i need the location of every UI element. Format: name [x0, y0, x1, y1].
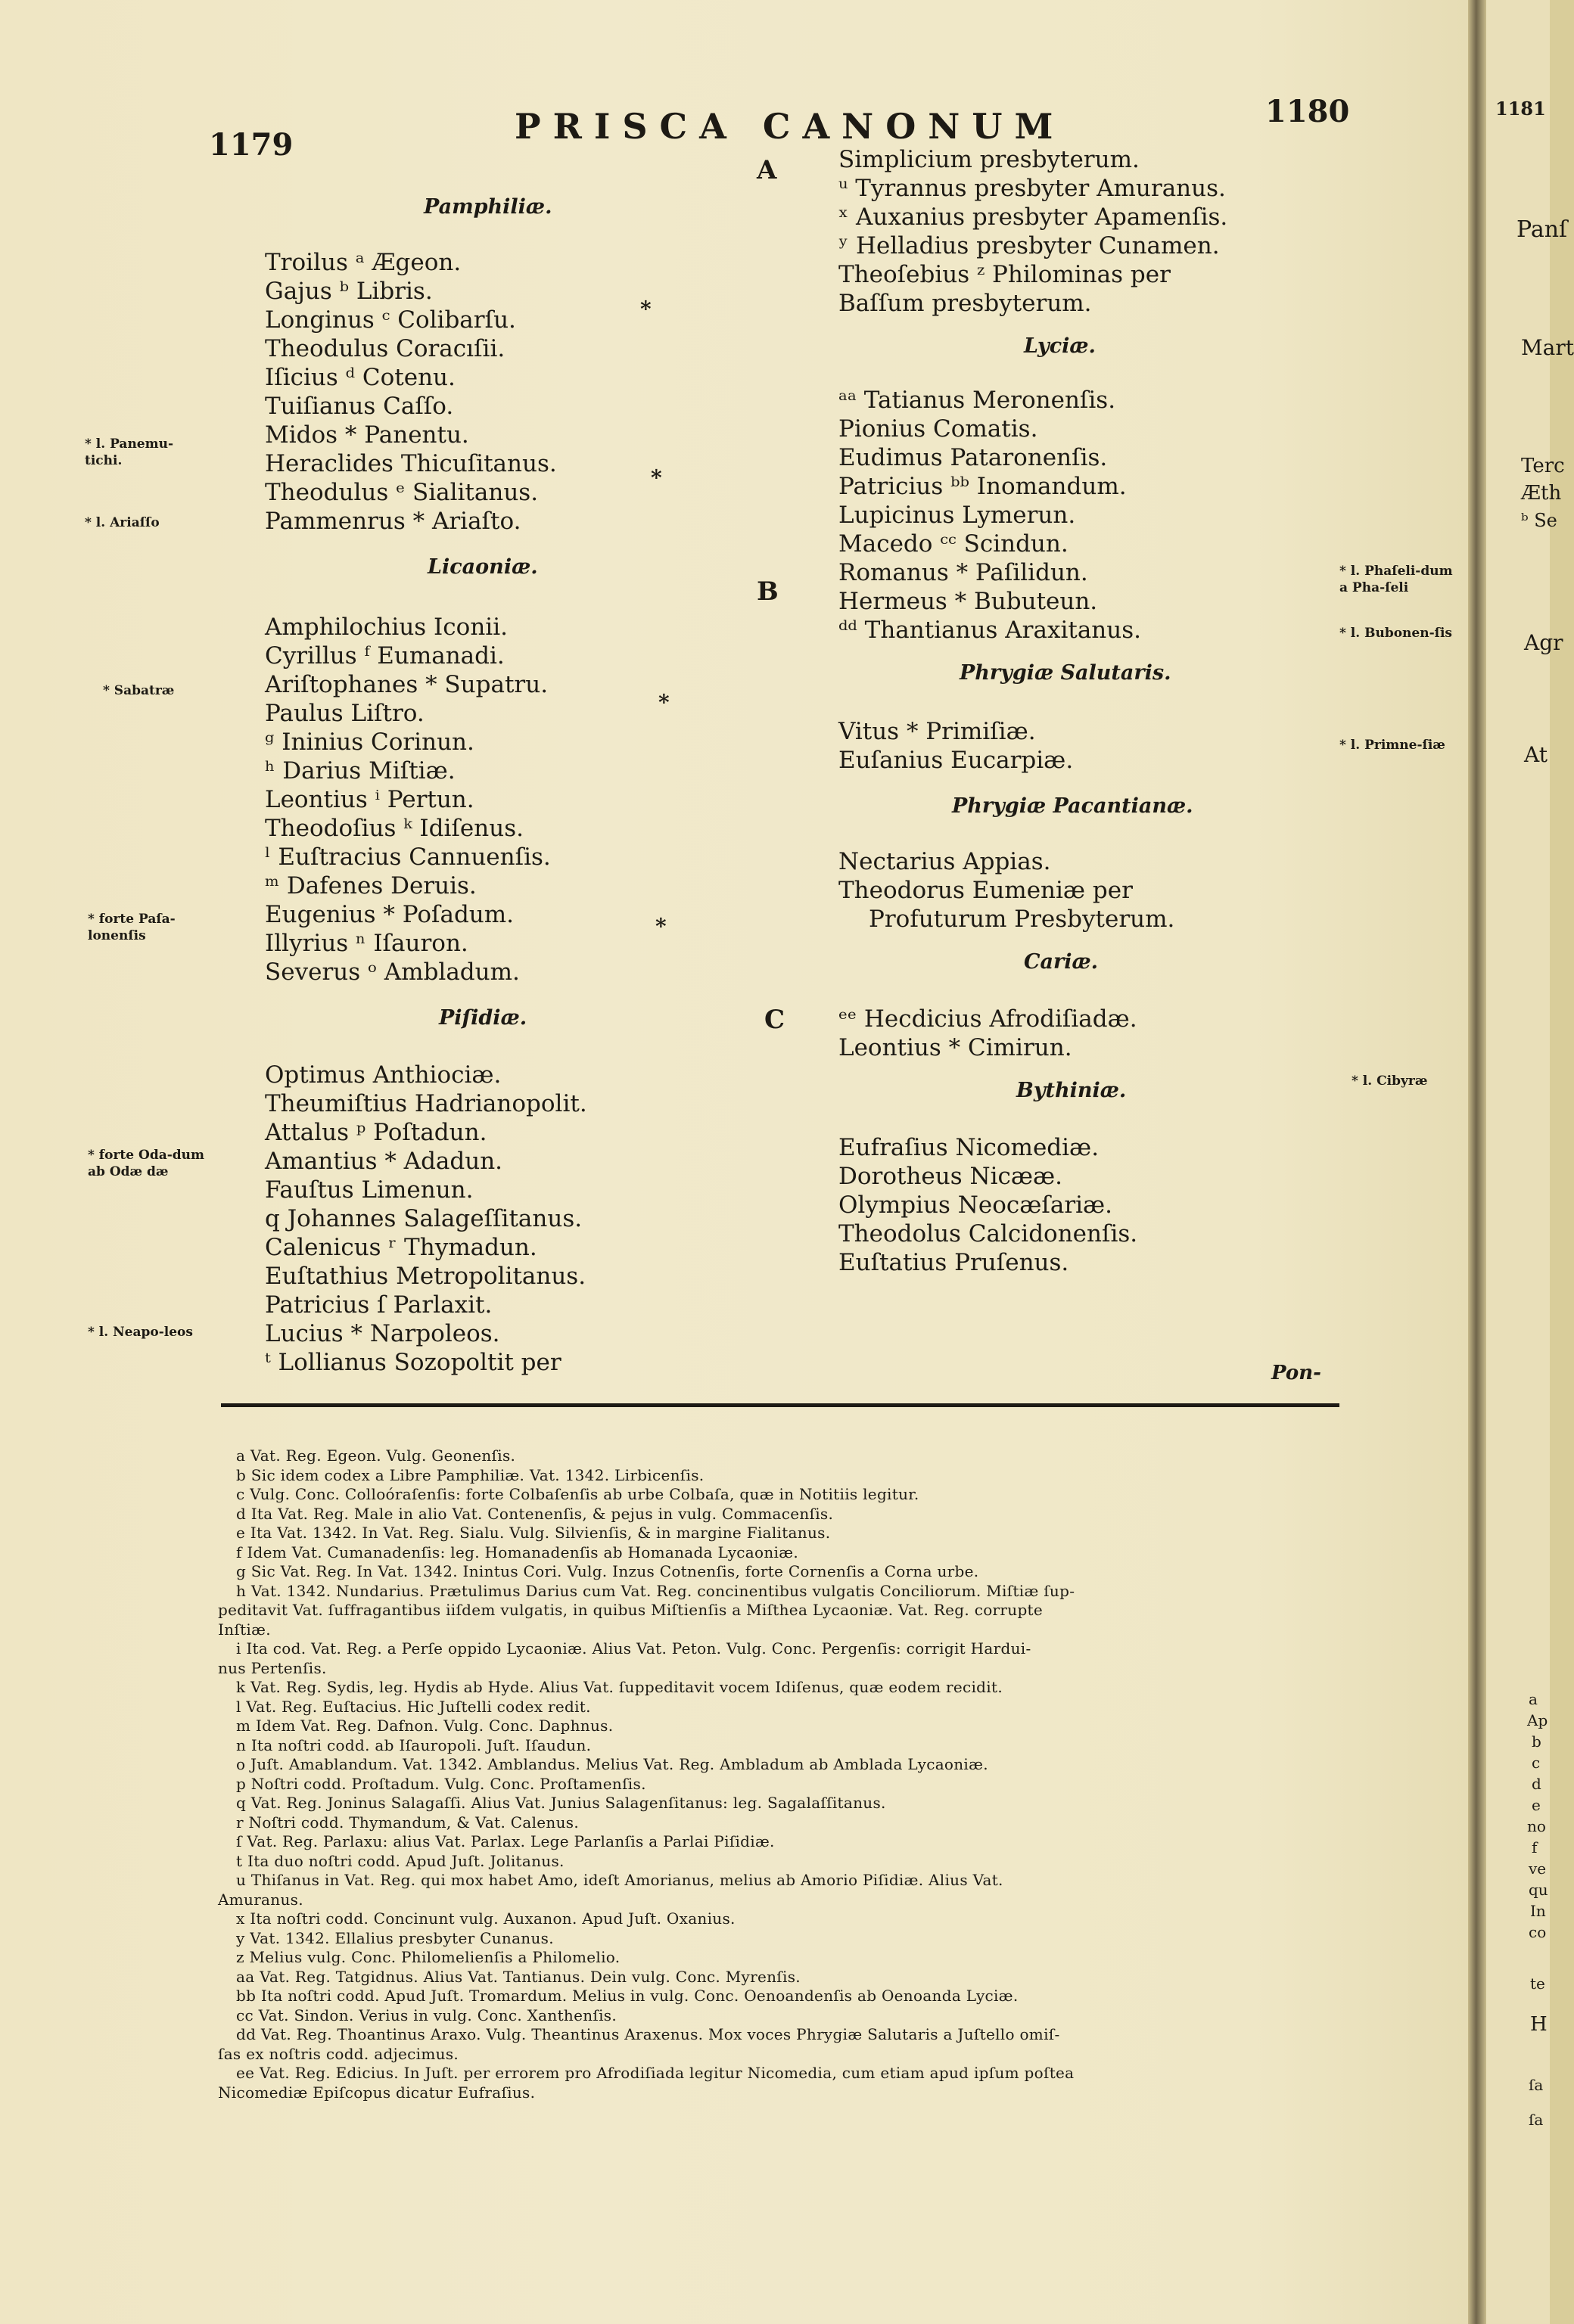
margin-note: * l. Neapo-leos	[88, 1325, 193, 1340]
bishop-entry: Theodulus Coracıſii.	[265, 335, 505, 362]
bishop-entry: Theodulus ᵉ Sialitanus.	[265, 479, 539, 506]
bishop-entry: Theodoſius ᵏ Idiſenus.	[265, 815, 524, 842]
section-heading: Piſidiæ.	[439, 1006, 527, 1030]
next-page-fragment: a	[1529, 1690, 1538, 1708]
footnote: i Ita cod. Vat. Reg. a Perſe oppido Lycaoniæ. Alius Vat. Peton. Vulg. Conc. Pergenſis: corrigit Hardui-	[236, 1639, 1031, 1658]
next-page-fragment: e	[1532, 1796, 1541, 1814]
footnote: z Melius vulg. Conc. Philomelienſis a Philomelio.	[236, 1948, 621, 1966]
bishop-entry: Hermeus * Bubuteun.	[838, 588, 1098, 615]
footnote: c Vulg. Conc. Colloóraſenſis: forte Colbaſenſis ab urbe Colbaſa, quæ in Notitiis legitur.	[236, 1485, 919, 1503]
footnote: aa Vat. Reg. Tatgidnus. Alius Vat. Tantianus. Dein vulg. Conc. Myrenſis.	[236, 1967, 801, 1986]
footnote: x Ita noſtri codd. Concinunt vulg. Auxanon. Apud Juſt. Oxanius.	[236, 1909, 736, 1928]
next-page-fragment: ſa	[1529, 2111, 1544, 2129]
footnote: Amuranus.	[218, 1890, 303, 1909]
bishop-entry: Profuturum Presbyterum.	[869, 906, 1175, 933]
bishop-entry: Lucius * Narpoleos.	[265, 1320, 500, 1347]
entry-list	[265, 613, 658, 986]
asterisk-marker: *	[655, 914, 667, 939]
footnote: u Thiſanus in Vat. Reg. qui mox habet Amo, ideſt Amorianus, melius ab Amorio Piſidiæ. Alius Vat.	[236, 1871, 1003, 1889]
next-page-fragment: qu	[1529, 1881, 1548, 1899]
bishop-entry: Nectarius Appias.	[838, 848, 1051, 875]
next-page-fragment: ᵇ Se	[1521, 510, 1557, 531]
entry-list	[838, 1133, 1277, 1277]
bishop-entry: Tuiſianus Caſſo.	[265, 393, 454, 420]
next-page-fragment: ve	[1529, 1860, 1547, 1878]
margin-note: * forte Paſa-lonenſis	[88, 912, 176, 943]
section-heading: Pamphiliæ.	[424, 195, 552, 219]
bishop-entry: ᵍ Ininius Corinun.	[265, 729, 474, 756]
section-letter-a: A	[757, 155, 777, 185]
bishop-entry: Theodolus Calcidonenſis.	[838, 1220, 1138, 1247]
bishop-entry: Romanus * Paſilidun.	[838, 559, 1088, 586]
bishop-entry: Euſtathius Metropolitanus.	[265, 1263, 586, 1290]
bishop-entry: Pionius Comatis.	[838, 415, 1038, 443]
footnote: dd Vat. Reg. Thoantinus Araxo. Vulg. Theantinus Araxenus. Mox voces Phrygiæ Salutaris a Juſtello omiſ-	[236, 2025, 1060, 2043]
footnotes	[218, 1446, 1348, 2102]
footnote: o Juſt. Amablandum. Vat. 1342. Amblandus. Melius Vat. Reg. Ambladum ab Amblada Lycaoniæ.	[236, 1755, 988, 1773]
next-page-fragment: b	[1532, 1732, 1541, 1751]
next-page-fragment: H	[1530, 2013, 1548, 2036]
footnote: d Ita Vat. Reg. Male in alio Vat. Contenenſis, & pejus in vulg. Commacenſis.	[236, 1504, 834, 1523]
margin-note: * l. Ariaſſo	[85, 515, 160, 530]
asterisk-marker: *	[640, 297, 652, 322]
footnote-divider	[221, 1403, 1339, 1407]
bishop-entry: Vitus * Primiſiæ.	[838, 718, 1036, 745]
bishop-entry: Patricius ᵇᵇ Inomandum.	[838, 473, 1127, 500]
next-page-fragment: Agr	[1524, 630, 1563, 655]
next-page-fragment: te	[1530, 1974, 1545, 1993]
section-heading: Licaoniæ.	[428, 555, 538, 579]
section-heading: Phrygiæ Pacantianæ.	[952, 794, 1193, 818]
bishop-entry: Theumiſtius Hadrianopolit.	[265, 1090, 587, 1117]
footnote: y Vat. 1342. Ellalius presbyter Cunanus.	[236, 1928, 554, 1947]
bishop-entry: Longinus ᶜ Colibarſu.	[265, 306, 516, 334]
bishop-entry: Leontius ⁱ Pertun.	[265, 786, 474, 813]
next-page-fragment: Æth	[1521, 482, 1562, 505]
asterisk-marker: *	[658, 690, 670, 715]
footnote: cc Vat. Sindon. Verius in vulg. Conc. Xanthenſis.	[236, 2006, 617, 2024]
footnote: g Sic Vat. Reg. In Vat. 1342. Inintus Cori. Vulg. Inzus Cotnenſis, forte Cornenſis a Corna urbe.	[236, 1562, 979, 1580]
bishop-entry: ᵗ Lollianus Sozopoltit per	[265, 1349, 561, 1376]
bishop-entry: ʰ Darius Miſtiæ.	[265, 757, 456, 785]
right-text-column	[838, 145, 1277, 1277]
footnote: peditavit Vat. ſuffragantibus iiſdem vulgatis, in quibus Miſtienſis a Miſthea Lycaoniæ. Vat. Reg. corrupte	[218, 1601, 1044, 1619]
entry-list	[838, 1005, 1277, 1062]
bishop-entry: ᵘ Tyrannus presbyter Amuranus.	[838, 175, 1226, 202]
entry-list	[265, 1061, 658, 1377]
next-page-fragment: At	[1524, 742, 1548, 767]
section-heading: Cariæ.	[1024, 950, 1099, 974]
footnote: ſ Vat. Reg. Parlaxu: alius Vat. Parlax. Lege Parlanſis a Parlai Piſidiæ.	[236, 1832, 775, 1850]
section-heading: Bythiniæ.	[1016, 1079, 1127, 1102]
footnote: a Vat. Reg. Egeon. Vulg. Geonenſis.	[236, 1446, 516, 1465]
bishop-entry: Optimus Anthiociæ.	[265, 1061, 502, 1089]
next-page-fragment: c	[1532, 1754, 1541, 1772]
next-page-fragment: Panſ	[1516, 216, 1568, 243]
bishop-entry: Theoſebius ᶻ Philominas per	[838, 261, 1171, 288]
footnote: r Noſtri codd. Thymandum, & Vat. Calenus.	[236, 1813, 580, 1832]
next-page-fragment: d	[1532, 1775, 1541, 1793]
footnote: q Vat. Reg. Joninus Salagaſſi. Alius Vat. Junius Salagenſitanus: leg. Sagalaſſitanus.	[236, 1794, 886, 1812]
footnote: f Idem Vat. Cumanadenſis: leg. Homanadenſis ab Homanada Lycaoniæ.	[236, 1543, 798, 1561]
bishop-entry: Eugenius * Poſadum.	[265, 901, 515, 928]
bishop-entry: Eudimus Pataronenſis.	[838, 444, 1108, 471]
catchword: Pon-	[1271, 1362, 1321, 1384]
next-page-fragment: co	[1529, 1923, 1547, 1941]
bishop-entry: ˡ Euſtracius Cannuenſis.	[265, 844, 551, 871]
book-gutter	[1468, 0, 1486, 2324]
bishop-entry: Euſanius Eucarpiæ.	[838, 747, 1074, 774]
next-page-fragment: no	[1527, 1817, 1546, 1835]
bishop-entry: Severus ᵒ Ambladum.	[265, 958, 520, 986]
footnote: b Sic idem codex a Libre Pamphiliæ. Vat. 1342. Lirbicenſis.	[236, 1465, 705, 1484]
bishop-entry: ᵃᵃ Tatianus Meronenſis.	[838, 387, 1116, 414]
bishop-entry: Calenicus ʳ Thymadun.	[265, 1234, 537, 1261]
bishop-entry: Amphilochius Iconii.	[265, 614, 508, 641]
bishop-entry: Euſtatius Pruſenus.	[838, 1249, 1069, 1276]
bishop-entry: ᵈᵈ Thantianus Araxitanus.	[838, 617, 1142, 644]
entry-list	[838, 386, 1277, 645]
bishop-entry: Midos * Panentu.	[265, 421, 469, 449]
bishop-entry: Lupicinus Lymerun.	[838, 502, 1076, 529]
page-number-right: 1180	[1265, 94, 1350, 129]
footnote: Nicomediæ Epiſcopus dicatur Eufraſius.	[218, 2083, 536, 2102]
next-page-fragment: Mart	[1521, 335, 1574, 360]
margin-note: * l. Phaſeli-dum a Pha-ſeli	[1339, 564, 1453, 595]
margin-note: * l. Cibyræ	[1352, 1073, 1428, 1089]
bishop-entry: Attalus ᵖ Poſtadun.	[265, 1119, 487, 1146]
footnote: ee Vat. Reg. Edicius. In Juſt. per errorem pro Afrodiſiada legitur Nicomedia, cum etiam apud ipſum poſtea	[236, 2064, 1075, 2082]
bishop-entry: ʸ Helladius presbyter Cunamen.	[838, 232, 1220, 259]
footnote: ſas ex noſtris codd. adjecimus.	[218, 2044, 459, 2063]
bishop-entry: Olympius Neocæſariæ.	[838, 1192, 1113, 1219]
bishop-entry: ᵐ Dafenes Deruis.	[265, 872, 477, 899]
footnote: bb Ita noſtri codd. Apud Juſt. Tromardum. Melius in vulg. Conc. Oenoandenſis ab Oenoanda Lyciæ.	[236, 1987, 1019, 2005]
footnote: m Idem Vat. Reg. Dafnon. Vulg. Conc. Daphnus.	[236, 1717, 614, 1735]
bishop-entry: Heraclides Thicuſitanus.	[265, 450, 557, 477]
bishop-entry: Fauſtus Limenun.	[265, 1176, 474, 1204]
bishop-entry: Pammenrus * Ariaſto.	[265, 508, 521, 535]
entry-list	[838, 847, 1277, 934]
footnote: nus Pertenſis.	[218, 1658, 327, 1677]
bishop-entry: ᵉᵉ Hecdicius Afrodiſiadæ.	[838, 1005, 1137, 1033]
bishop-entry: Macedo ᶜᶜ Scindun.	[838, 530, 1069, 558]
bishop-entry: ˣ Auxanius presbyter Apamenſis.	[838, 204, 1228, 231]
bishop-entry: Simplicium presbyterum.	[838, 146, 1140, 173]
bishop-entry: Eufraſius Nicomediæ.	[838, 1134, 1100, 1161]
footnote: h Vat. 1342. Nundarius. Prætulimus Darius cum Vat. Reg. concinentibus vulgatis Conciliorum. Miſtiæ ſup-	[236, 1581, 1075, 1600]
bishop-entry: Theodorus Eumeniæ per	[838, 877, 1133, 904]
footnote: p Noſtri codd. Proſtadum. Vulg. Conc. Proſtamenſis.	[236, 1774, 646, 1793]
bishop-entry: Dorotheus Nicææ.	[838, 1163, 1063, 1190]
next-page-fragment: Terc	[1521, 455, 1565, 477]
next-page-fragment: f	[1532, 1838, 1538, 1856]
footnote: Inſtiæ.	[218, 1620, 271, 1639]
footnote: k Vat. Reg. Sydis, leg. Hydis ab Hyde. Alius Vat. ſuppeditavit vocem Idiſenus, quæ eodem recidit.	[236, 1678, 1003, 1696]
bishop-entry: Ariſtophanes * Supatru.	[265, 671, 549, 698]
margin-note: * l. Primne-ſiæ	[1339, 738, 1445, 753]
left-text-column	[265, 195, 658, 1377]
entry-list	[265, 248, 658, 536]
next-page-fragment: Ap	[1527, 1711, 1548, 1729]
footnote: l Vat. Reg. Euſtacius. Hic Juſtelli codex redit.	[236, 1697, 591, 1716]
asterisk-marker: *	[651, 465, 662, 490]
margin-note: * Sabatræ	[103, 683, 175, 698]
footnote: n Ita noſtri codd. ab Iſauropoli. Juſt. Iſaudun.	[236, 1735, 592, 1754]
next-page-fragment: In	[1530, 1902, 1546, 1920]
next-page-fragment: ſa	[1529, 2076, 1544, 2094]
margin-note: * l. Panemu-tichi.	[85, 437, 174, 468]
margin-note: * forte Oda-dum ab Odæ dæ	[88, 1148, 205, 1179]
bishop-entry: Amantius * Adadun.	[265, 1148, 503, 1175]
bishop-entry: Iſicius ᵈ Cotenu.	[265, 364, 456, 391]
bishop-entry: Troilus ᵃ Ægeon.	[265, 249, 462, 276]
footnote: e Ita Vat. 1342. In Vat. Reg. Sialu. Vulg. Silvienſis, & in margine Fialitanus.	[236, 1524, 831, 1542]
bishop-entry: Cyrillus ᶠ Eumanadi.	[265, 642, 505, 670]
bishop-entry: Baſſum presbyterum.	[838, 290, 1092, 317]
bishop-entry: Illyrius ⁿ Iſauron.	[265, 930, 468, 957]
bishop-entry: Patricius ſ Parlaxit.	[265, 1291, 493, 1319]
section-heading: Phrygiæ Salutaris.	[960, 661, 1171, 685]
entry-list	[838, 717, 1277, 775]
bishop-entry: Paulus Liſtro.	[265, 700, 425, 727]
bishop-entry: Leontius * Cimirun.	[838, 1034, 1072, 1061]
adjacent-page-edge	[1486, 0, 1574, 2324]
entry-list	[838, 145, 1277, 318]
next-page-number: 1181	[1495, 98, 1546, 120]
page-title: PRISCA CANONUM	[515, 106, 1065, 147]
bishop-entry: Gajus ᵇ Libris.	[265, 278, 433, 305]
margin-note: * l. Bubonen-ſis	[1339, 626, 1452, 641]
section-letter-b: B	[757, 576, 779, 607]
page-number-left: 1179	[209, 127, 294, 163]
footnote: t Ita duo noſtri codd. Apud Juſt. Jolitanus.	[236, 1851, 565, 1870]
bishop-entry: q Johannes Salageſſitanus.	[265, 1205, 583, 1232]
section-heading: Lyciæ.	[1024, 334, 1096, 358]
section-letter-c: C	[764, 1005, 785, 1035]
